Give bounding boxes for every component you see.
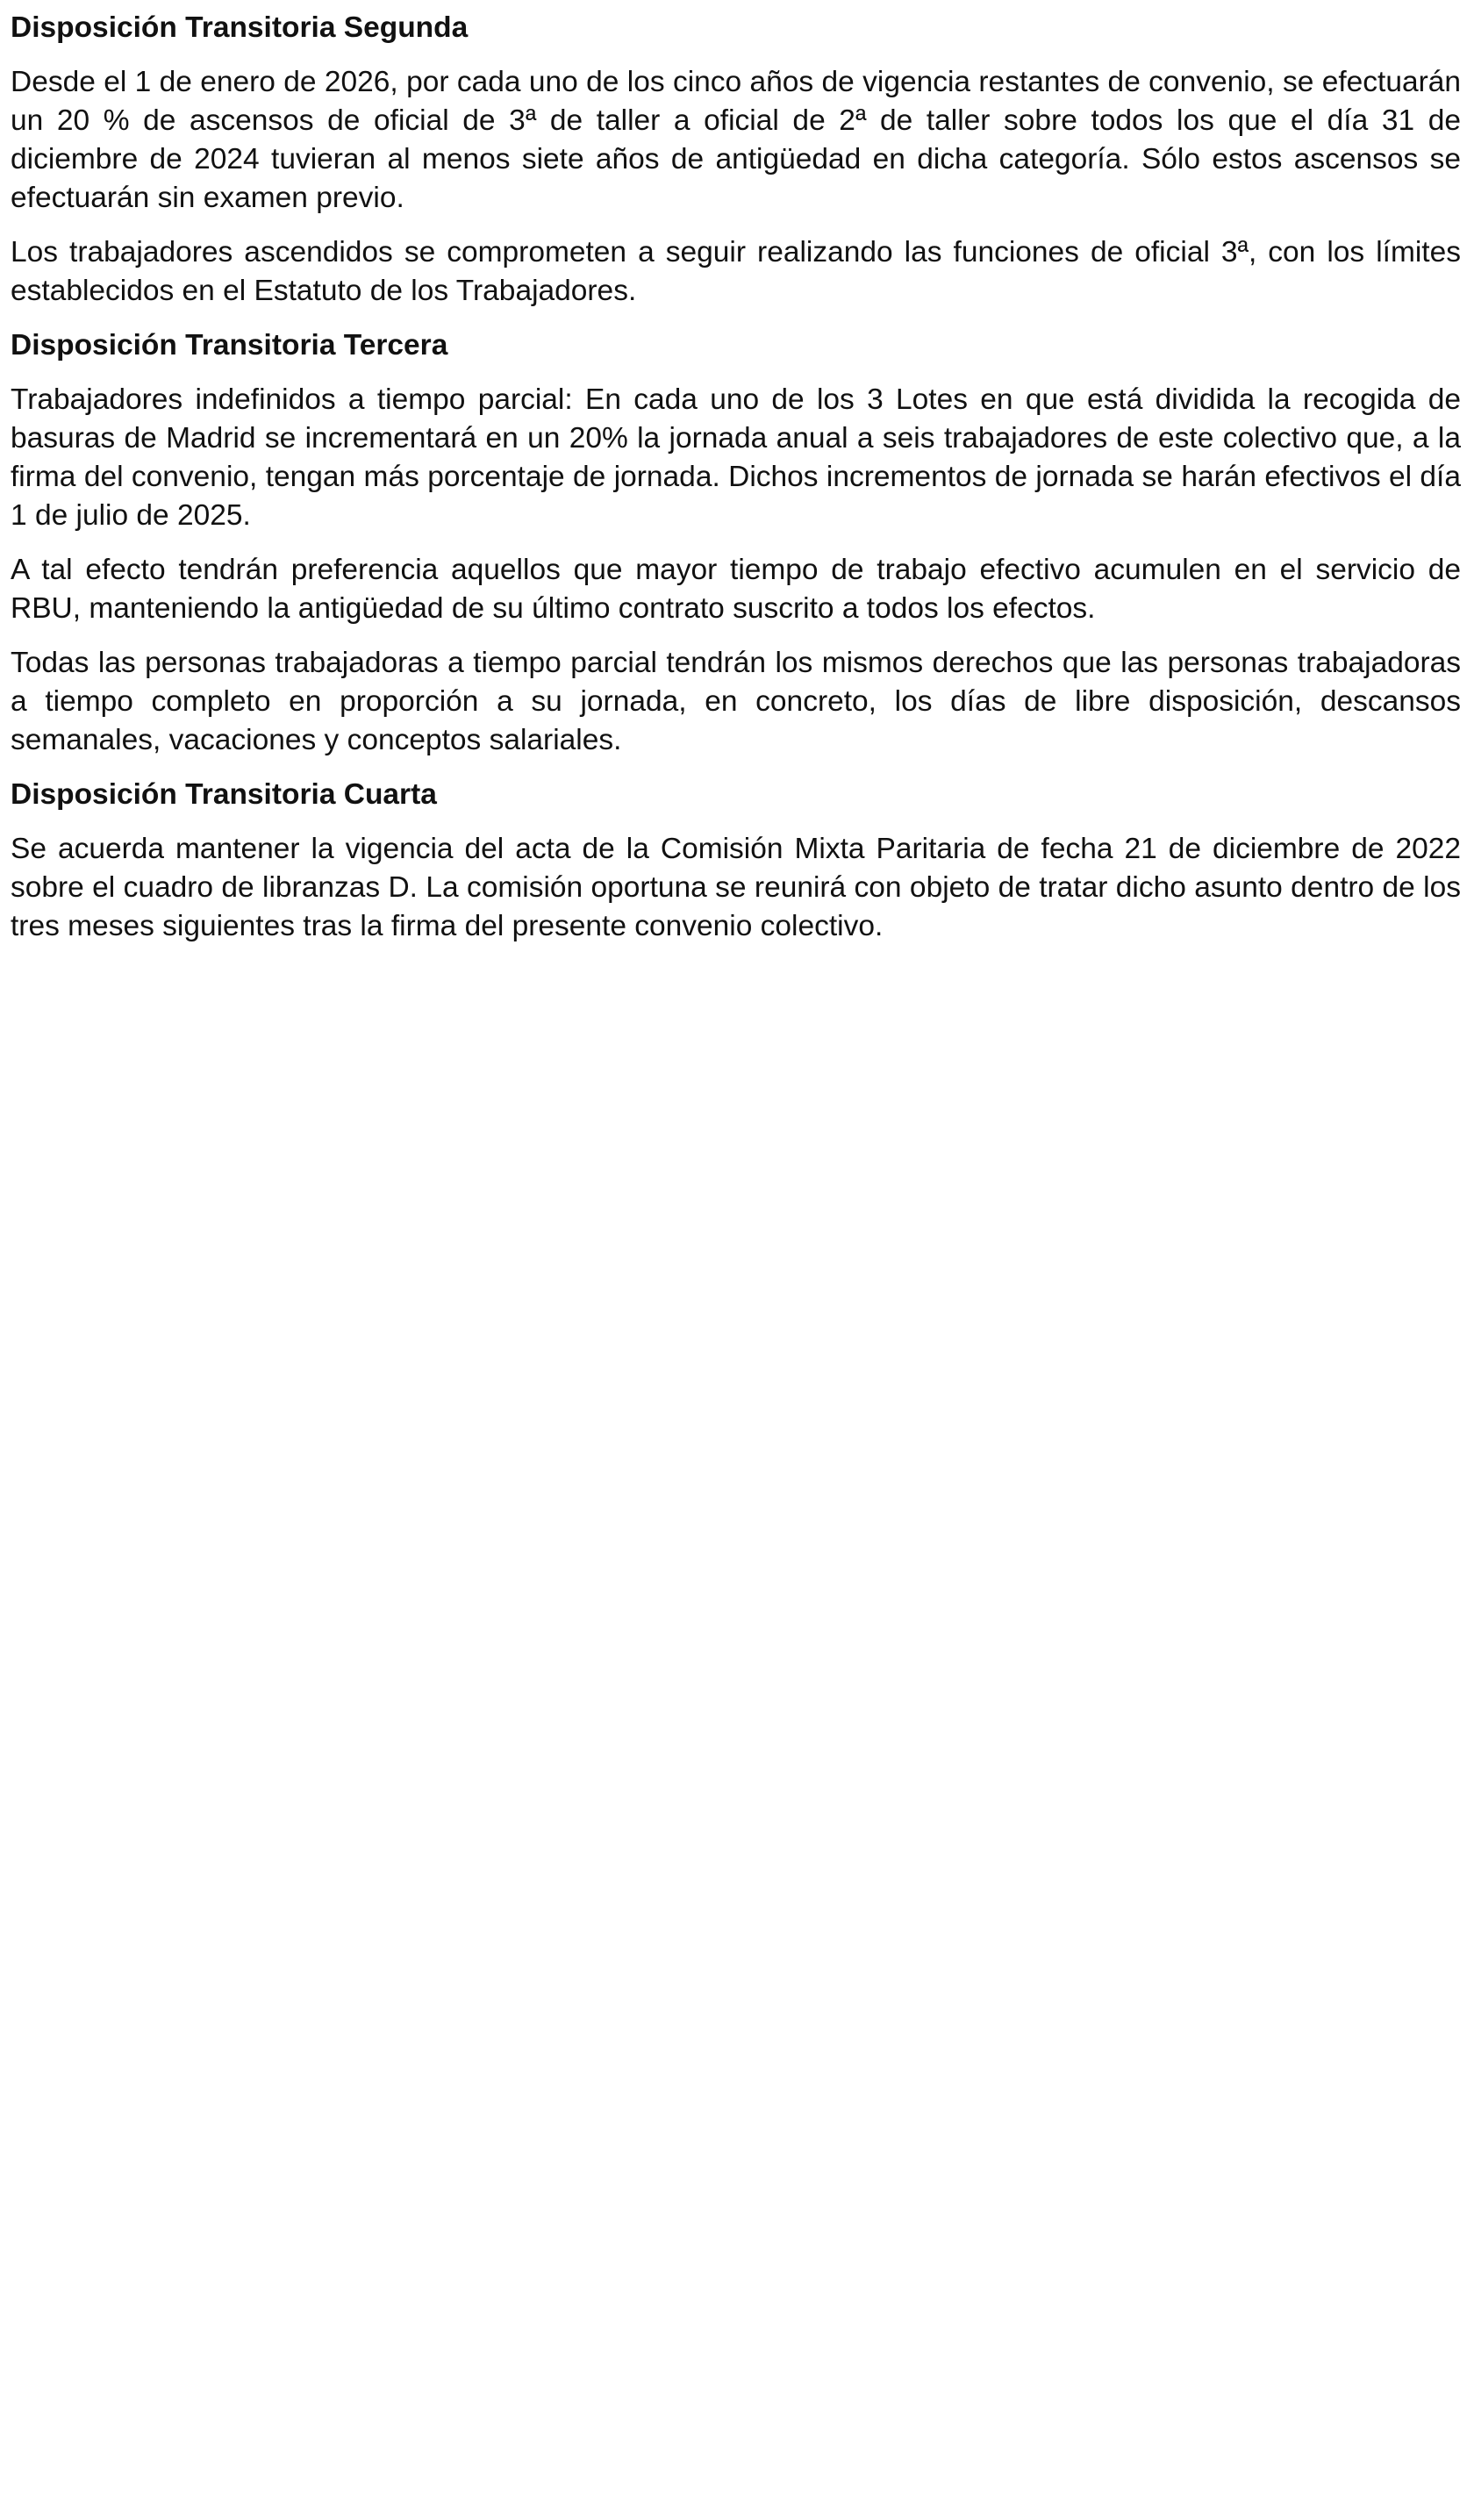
section-heading: Disposición Transitoria Cuarta (11, 778, 437, 811)
paragraph: Trabajadores indefinidos a tiempo parcial: En cada uno de los 3 Lotes en que está dividida la recogida de basuras de Madrid se incrementará en un 20% la jornada anual a seis trabajadores de este colectivo que, a la firma del convenio, tengan más porcentaje de jornada. Dichos incrementos de jornada se harán efectivos el día 1 de julio de 2025. (11, 383, 1461, 532)
paragraph: Todas las personas trabajadoras a tiempo parcial tendrán los mismos derechos que las personas trabajadoras a tiempo completo en proporción a su jornada, en concreto, los días de libre disposición, descansos semanales, vacaciones y conceptos salariales. (11, 647, 1461, 756)
section-segunda (11, 9, 1461, 311)
section-heading: Disposición Transitoria Tercera (11, 329, 448, 362)
paragraph: Desde el 1 de enero de 2026, por cada uno de los cinco años de vigencia restantes de convenio, se efectuarán un 20 % de ascensos de oficial de 3ª de taller a oficial de 2ª de taller sobre todos los que el día 31 de diciembre de 2024 tuvieran al menos siete años de antigüedad en dicha categoría. Sólo estos ascensos se efectuarán sin examen previo. (11, 66, 1461, 214)
paragraph: Se acuerda mantener la vigencia del acta de la Comisión Mixta Paritaria de fecha 21 de diciembre de 2022 sobre el cuadro de libranzas D. La comisión oportuna se reunirá con objeto de tratar dicho asunto dentro de los tres meses siguientes tras la firma del presente convenio colectivo. (11, 833, 1461, 942)
section-tercera (11, 326, 1461, 760)
section-heading: Disposición Transitoria Segunda (11, 11, 469, 44)
document-page (11, 9, 1461, 962)
paragraph: A tal efecto tendrán preferencia aquellos que mayor tiempo de trabajo efectivo acumulen en el servicio de RBU, manteniendo la antigüedad de su último contrato suscrito a todos los efectos. (11, 554, 1461, 625)
paragraph: Los trabajadores ascendidos se comprometen a seguir realizando las funciones de oficial 3ª, con los límites establecidos en el Estatuto de los Trabajadores. (11, 236, 1461, 307)
section-cuarta (11, 776, 1461, 946)
